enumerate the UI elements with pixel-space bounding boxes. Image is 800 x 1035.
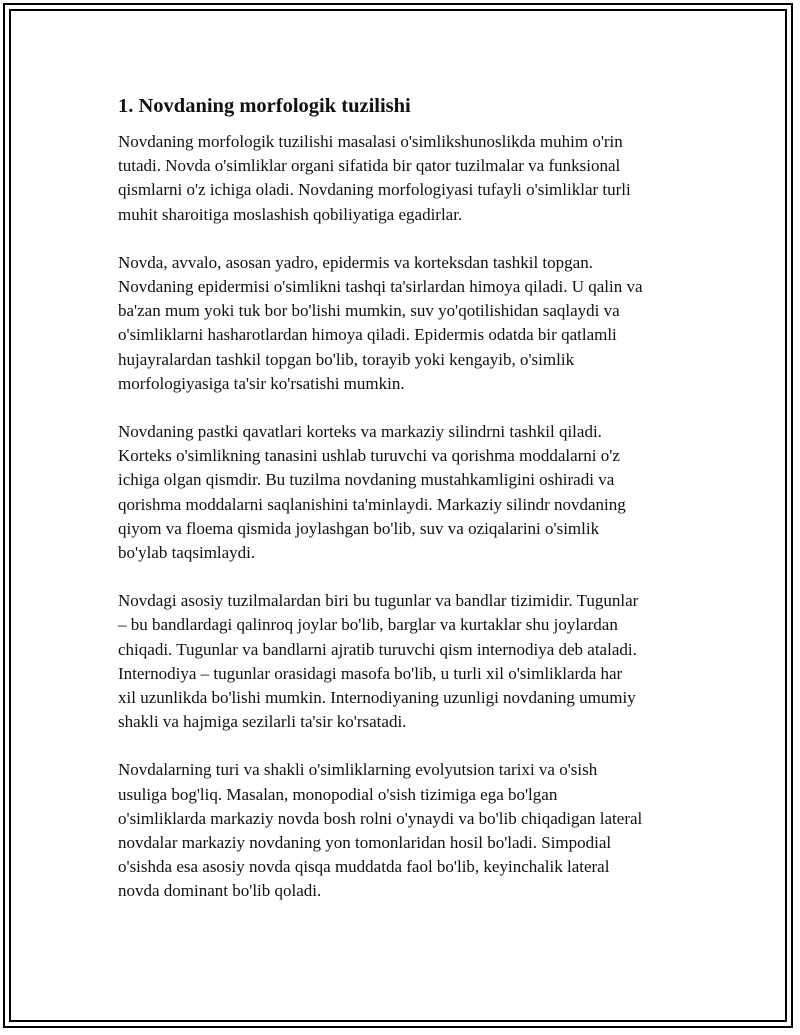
paragraph-2: Novda, avvalo, asosan yadro, epidermis va korteksdan tashkil topgan. Novdaning epidermisi o'simlikni tashqi ta'sirlardan himoya qiladi. U qalin va ba'zan mum yoki tuk bor bo'lishi mumkin, suv yo'qotilishidan saqlaydi va o'simliklarni hasharotlardan himoya qiladi. Epidermis odatda bir qatlamli hujayralardan tashkil topgan bo'lib, torayib yoki kengayib, o'simlik morfologiyasiga ta'sir ko'rsatishi mumkin.	[118, 252, 643, 393]
section-heading: 1. Novdaning morfologik tuzilishi	[118, 95, 411, 117]
paragraph-5: Novdalarning turi va shakli o'simliklarning evolyutsion tarixi va o'sish usuliga bog'liq. Masalan, monopodial o'sish tizimiga ega bo'lgan o'simliklarda markaziy novda bosh rolni o'ynaydi va bo'lib chiqadigan lateral novdalar markaziy novdaning yon tomonlaridan hosil bo'ladi. Simpodial o'sishda esa asosiy novda qisqa muddatda faol bo'lib, keyinchalik lateral novda dominant bo'lib qoladi.	[118, 760, 643, 901]
paragraph-4: Novdagi asosiy tuzilmalardan biri bu tugunlar va bandlar tizimidir. Tugunlar – bu bandlardagi qalinroq joylar bo'lib, barglar va kurtaklar shu joylardan chiqadi. Tugunlar va bandlarni ajratib turuvchi qism internodiya deb ataladi. Internodiya – tugunlar orasidagi masofa bo'lib, u turli xil o'simliklarda har xil uzunlikda bo'lishi mumkin. Internodiyaning uzunligi novdaning umumiy shakli va hajmiga sezilarli ta'sir ko'rsatadi.	[118, 591, 639, 732]
paragraph-1: Novdaning morfologik tuzilishi masalasi o'simlikshunoslikda muhim o'rin tutadi. Novda o'simliklar organi sifatida bir qator tuzilmalar va funksional qismlarni o'z ichiga oladi. Novdaning morfologiyasi tufayli o'simliklar turli muhit sharoitiga moslashish qobiliyatiga egadirlar.	[118, 132, 631, 224]
paragraph-3: Novdaning pastki qavatlari korteks va markaziy silindrni tashkil qiladi. Korteks o'simlikning tanasini ushlab turuvchi va qorishma moddalarni o'z ichiga olgan qismdir. Bu tuzilma novdaning mustahkamligini oshiradi va qorishma moddalarni saqlanishini ta'minlaydi. Markaziy silindr novdaning qiyom va floema qismida joylashgan bo'lib, suv va oziqalarini o'simlik bo'ylab taqsimlaydi.	[118, 422, 626, 563]
document-body	[118, 92, 698, 928]
